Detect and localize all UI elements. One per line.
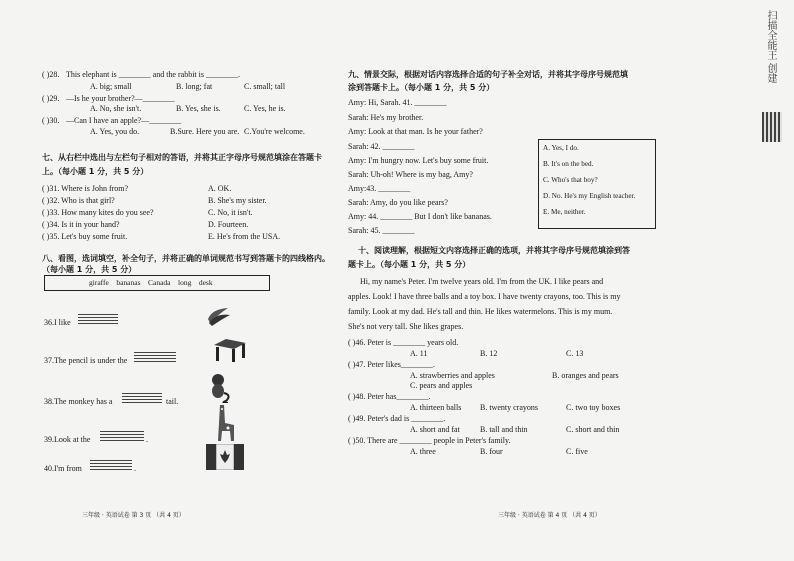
passage-line-1: Hi, my name's Peter. I'm twelve years old. I'm from the UK. I like pears and xyxy=(360,277,604,286)
scanner-watermark: 扫描全能王 创建 xyxy=(765,10,776,84)
dialog-options-box xyxy=(538,139,656,229)
q50-opt-a: A. three xyxy=(410,447,436,456)
sec10-title2: 题卡上。（每小题 1 分，共 5 分） xyxy=(348,260,471,269)
a32: B. She's my sister. xyxy=(208,196,267,205)
q50: ( )50. There are ________ people in Peter's family. xyxy=(348,436,511,445)
q28: ( )28. xyxy=(42,70,60,79)
q50-opt-b: B. four xyxy=(480,447,503,456)
q34: ( )34. Is it in your hand? xyxy=(42,220,120,229)
q32: ( )32. Who is that girl? xyxy=(42,196,115,205)
word-bank xyxy=(44,275,270,291)
dialog-line-10: Sarah: 45. ________ xyxy=(348,226,415,235)
q46-opt-c: C. 13 xyxy=(566,349,584,358)
footer-left: 三年级 · 英语试卷 第 3 页 （共 4 页） xyxy=(82,512,185,519)
dialog-line-6: Sarah: Uh-oh! Where is my bag, Amy? xyxy=(348,170,473,179)
canada-flag-picture xyxy=(206,444,244,470)
q38-writing-lines[interactable] xyxy=(122,393,162,405)
q39-dot: . xyxy=(146,435,148,444)
q30: ( )30. xyxy=(42,116,60,125)
bananas-picture xyxy=(206,305,232,327)
passage-line-3: family. Look at my dad. He's tall and thin. He likes watermelons. This is my mum. xyxy=(348,307,613,316)
dialog-line-8: Sarah: Amy, do you like pears? xyxy=(348,198,448,207)
sec10-title: 十、阅读理解，根据短文内容选择正确的选项，并将其字母序号规范填涂到答 xyxy=(358,246,630,255)
monkey-picture xyxy=(206,373,232,403)
q31: ( )31. Where is John from? xyxy=(42,184,129,193)
q29: ( )29. xyxy=(42,94,60,103)
q48-opt-b: B. twenty crayons xyxy=(480,403,538,412)
q33: ( )33. How many kites do you see? xyxy=(42,208,154,217)
dialog-option-c: C. Who's that boy? xyxy=(543,176,598,184)
q47-opt-b: B. oranges and pears xyxy=(552,371,619,380)
q49-opt-a: A. short and fat xyxy=(410,425,460,434)
q48-opt-c: C. two toy boxes xyxy=(566,403,621,412)
q40-dot: . xyxy=(134,464,136,473)
q49-opt-b: B. tall and thin xyxy=(480,425,528,434)
sec7-title2: 上。（每小题 1 分，共 5 分） xyxy=(42,167,149,176)
q50-opt-c: C. five xyxy=(566,447,588,456)
q48-opt-a: A. thirteen balls xyxy=(410,403,462,412)
dialog-line-2: Sarah: He's my brother. xyxy=(348,113,424,122)
dialog-option-a: A. Yes, I do. xyxy=(543,144,579,152)
q28-text: This elephant is ________ and the rabbit is ________. xyxy=(66,70,240,79)
sec8-title2: （每小题 1 分，共 5 分） xyxy=(42,265,137,274)
q38: 38.The monkey has a xyxy=(44,397,113,406)
q40-writing-lines[interactable] xyxy=(90,460,132,472)
q28-opt-c: C. small; tall xyxy=(244,82,286,91)
q47: ( )47. Peter likes________. xyxy=(348,360,435,369)
q47-opt-a: A. strawberries and apples xyxy=(410,371,495,380)
q37-writing-lines[interactable] xyxy=(134,352,176,364)
q30-opt-b: B.Sure. Here you are. xyxy=(170,127,240,136)
q48: ( )48. Peter has________. xyxy=(348,392,431,401)
q28-opt-b: B. long; fat xyxy=(176,82,213,91)
sec9-title2: 涂到答题卡上。（每小题 1 分，共 5 分） xyxy=(348,83,495,92)
q46: ( )46. Peter is ________ years old. xyxy=(348,338,459,347)
q29-opt-c: C. Yes, he is. xyxy=(244,104,286,113)
giraffe-picture xyxy=(212,403,238,443)
dialog-option-d: D. No. He's my English teacher. xyxy=(543,192,636,200)
q36-writing-lines[interactable] xyxy=(78,314,118,326)
footer-right: 三年级 · 英语试卷 第 4 页 （共 4 页） xyxy=(498,512,601,519)
q30-opt-c: C.You're welcome. xyxy=(244,127,305,136)
q36: 36.I like xyxy=(44,318,71,327)
passage-line-2: apples. Look! I have three balls and a toy box. I have twenty crayons, too. This is my xyxy=(348,292,621,301)
a33: C. No, it isn't. xyxy=(208,208,253,217)
passage-line-4: She's not very tall. She likes grapes. xyxy=(348,322,464,331)
q37: 37.The pencil is under the xyxy=(44,356,128,365)
q40: 40.I'm from xyxy=(44,464,82,473)
dialog-line-3: Amy: Look at that man. Is he your father? xyxy=(348,127,483,136)
dialog-option-e: E. Me, neither. xyxy=(543,208,586,216)
q39: 39.Look at the xyxy=(44,435,91,444)
dialog-line-5: Amy: I'm hungry now. Let's buy some fruit. xyxy=(348,156,489,165)
dialog-line-7: Amy:43. ________ xyxy=(348,184,411,193)
q38-tail: tail. xyxy=(166,397,179,406)
dialog-line-4: Sarah: 42. ________ xyxy=(348,142,415,151)
dialog-line-1: Amy: Hi, Sarah. 41. ________ xyxy=(348,98,447,107)
q29-text: —Is he your brother?—________ xyxy=(66,94,175,103)
dialog-line-9: Amy: 44. ________ But I don't like bananas. xyxy=(348,212,492,221)
q30-opt-a: A. Yes, you do. xyxy=(90,127,140,136)
dialog-option-b: B. It's on the bed. xyxy=(543,160,594,168)
q49: ( )49. Peter's dad is ________. xyxy=(348,414,446,423)
sec9-title: 九、情景交际，根据对话内容选择合适的句子补全对话，并将其字母序号规范填 xyxy=(348,70,628,79)
sec7-title: 七、从右栏中选出与左栏句子相对的答语，并将其正字母序号规范填涂在答题卡 xyxy=(42,153,322,162)
q29-opt-b: B. Yes, she is. xyxy=(176,104,221,113)
a35: E. He's from the USA. xyxy=(208,232,281,241)
a31: A. OK. xyxy=(208,184,232,193)
word-bank-words: giraffe bananas Canada long desk xyxy=(89,278,213,287)
desk-picture xyxy=(212,337,248,363)
q49-opt-c: C. short and thin xyxy=(566,425,620,434)
q46-opt-a: A. 11 xyxy=(410,349,428,358)
qr-code-icon xyxy=(762,112,782,142)
q28-opt-a: A. big; small xyxy=(90,82,132,91)
q39-writing-lines[interactable] xyxy=(100,431,144,443)
q47-opt-c: C. pears and apples xyxy=(410,381,473,390)
q30-text: —Can I have an apple?—________ xyxy=(66,116,182,125)
q46-opt-b: B. 12 xyxy=(480,349,498,358)
sec8-title: 八、看图，选词填空，补全句子，并将正确的单词规范书写到答题卡的四线格内。 xyxy=(42,254,330,263)
q29-opt-a: A. No, she isn't. xyxy=(90,104,142,113)
a34: D. Fourteen. xyxy=(208,220,249,229)
q35: ( )35. Let's buy some fruit. xyxy=(42,232,128,241)
